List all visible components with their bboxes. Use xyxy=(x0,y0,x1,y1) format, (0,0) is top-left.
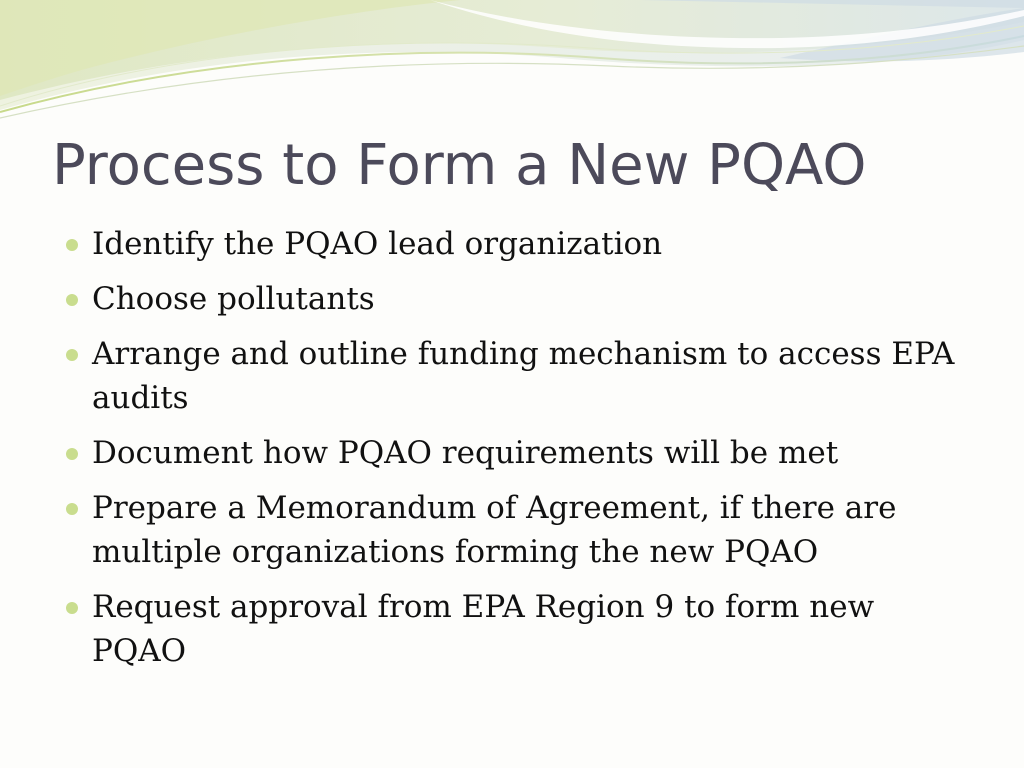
bullet-dot-icon xyxy=(66,294,78,306)
bullet-text: Identify the PQAO lead organization xyxy=(92,226,663,262)
bullet-list xyxy=(62,222,972,684)
bullet-dot-icon xyxy=(66,349,78,361)
bullet-dot-icon xyxy=(66,448,78,460)
bullet-text: Choose pollutants xyxy=(92,281,375,317)
bullet-item xyxy=(62,222,972,266)
bullet-dot-icon xyxy=(66,602,78,614)
bullet-dot-icon xyxy=(66,239,78,251)
bullet-text: Arrange and outline funding mechanism to access EPA audits xyxy=(92,336,955,416)
wave-header-decoration xyxy=(0,0,1024,130)
bullet-text: Request approval from EPA Region 9 to form new PQAO xyxy=(92,589,875,669)
bullet-item xyxy=(62,486,972,574)
bullet-text: Document how PQAO requirements will be met xyxy=(92,435,839,471)
bullet-item xyxy=(62,431,972,475)
bullet-item xyxy=(62,277,972,321)
bullet-text: Prepare a Memorandum of Agreement, if there are multiple organizations forming the new PQAO xyxy=(92,490,897,570)
bullet-dot-icon xyxy=(66,503,78,515)
slide-title: Process to Form a New PQAO xyxy=(52,133,867,198)
bullet-item xyxy=(62,332,972,420)
bullet-item xyxy=(62,585,972,673)
